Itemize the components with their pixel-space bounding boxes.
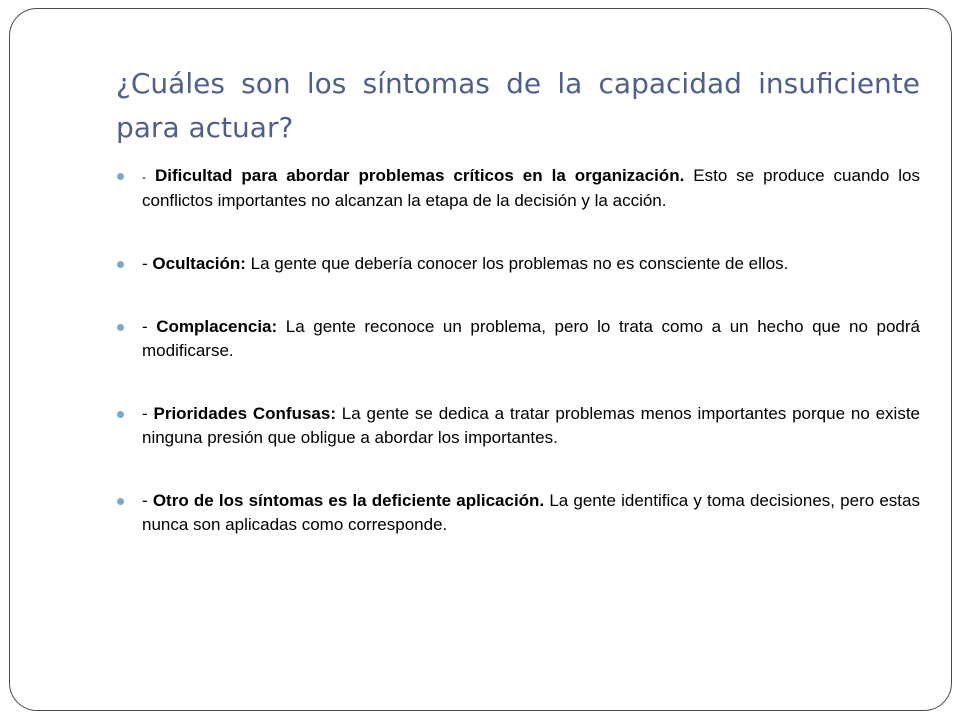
bullet-item-priorities bbox=[116, 402, 920, 450]
bullet-heading: Complacencia: bbox=[156, 317, 278, 336]
bullet-dot-icon bbox=[117, 173, 124, 180]
bullet-dash: - bbox=[142, 254, 153, 273]
bullet-heading: Ocultación: bbox=[152, 254, 246, 273]
bullet-dot-icon bbox=[117, 498, 124, 505]
bullet-heading: Prioridades Confusas: bbox=[153, 404, 336, 423]
slide-frame bbox=[9, 8, 952, 711]
bullet-text: La gente identifica y toma decisiones, pero estas nunca son aplicadas como corresponde. bbox=[142, 491, 920, 534]
bullet-dot-icon bbox=[117, 261, 124, 268]
slide-title: ¿Cuáles son los síntomas de la capacidad insuficiente para actuar? bbox=[116, 67, 920, 144]
bullet-item-implementation bbox=[116, 489, 920, 537]
bullet-dot-icon bbox=[117, 324, 124, 331]
bullet-item-difficulty bbox=[116, 164, 920, 213]
bullet-dot-icon bbox=[117, 411, 124, 418]
bullet-text: Esto se produce cuando los conflictos importantes no alcanzan la etapa de la decisión y la acción. bbox=[142, 166, 920, 210]
bullet-text: La gente se dedica a tratar problemas menos importantes porque no existe ninguna presión que obligue a abordar los importantes. bbox=[142, 404, 921, 447]
bullet-dash: - bbox=[142, 404, 154, 423]
bullet-dash: - bbox=[142, 491, 153, 510]
bullet-item-complacency bbox=[116, 315, 920, 363]
bullet-item-concealment bbox=[116, 252, 920, 276]
bullet-text: La gente reconoce un problema, pero lo trata como a un hecho que no podrá modificarse. bbox=[142, 317, 921, 360]
bullet-dash: - bbox=[142, 317, 157, 336]
bullet-text: La gente que debería conocer los problemas no es consciente de ellos. bbox=[245, 254, 789, 273]
bullet-dash: - bbox=[142, 170, 146, 184]
bullet-heading: Dificultad para abordar problemas críticos en la organización. bbox=[154, 166, 685, 185]
bullet-heading: Otro de los síntomas es la deficiente aplicación. bbox=[152, 491, 545, 510]
bullet-list bbox=[116, 164, 920, 537]
